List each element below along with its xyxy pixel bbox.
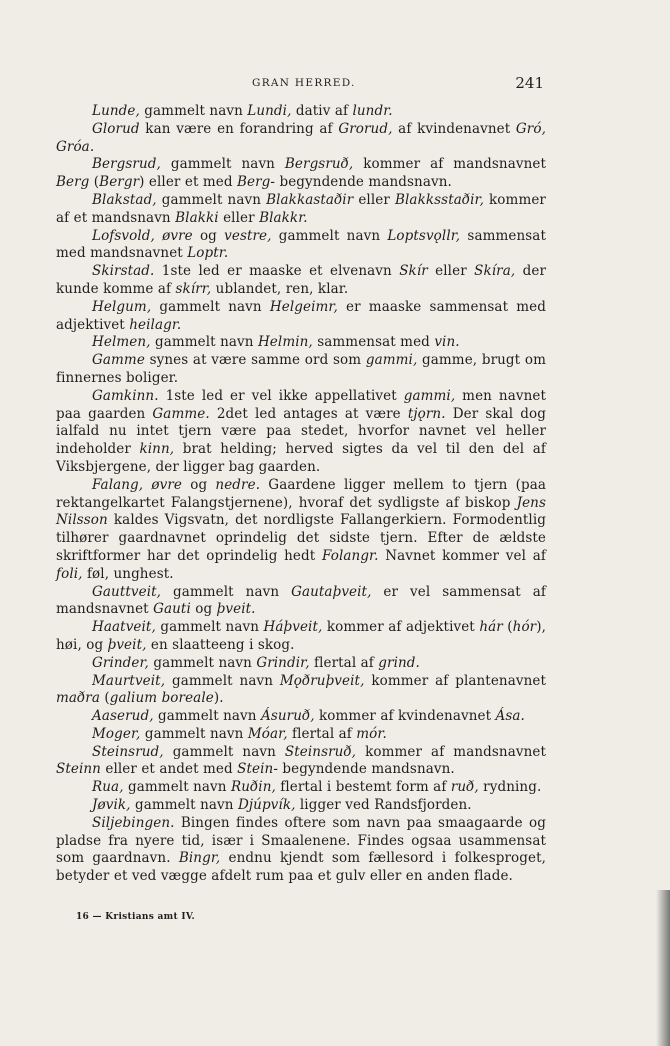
entry-paragraph	[56, 673, 546, 709]
text-run: og	[182, 476, 216, 493]
italic-term: heilagr.	[129, 316, 182, 333]
entry-paragraph	[56, 584, 546, 620]
text-run: eller et andet med	[100, 761, 238, 778]
text-run: ), høi, og	[56, 619, 546, 653]
text-run: er vel sammensat af mandsnavnet	[56, 583, 546, 618]
italic-term: gammi,	[365, 352, 418, 369]
italic-term: Blakksstaðir,	[394, 191, 484, 208]
entry-paragraph	[56, 388, 546, 477]
italic-term: Skír	[399, 263, 428, 280]
italic-term: Rua,	[92, 779, 124, 796]
italic-term: Stein-	[237, 761, 278, 778]
italic-term: Helmen,	[92, 334, 151, 351]
text-run: (	[89, 174, 100, 191]
entry-paragraph	[56, 619, 546, 655]
text-run: gammelt navn	[148, 654, 257, 671]
text-run: brat helding; herved sigtes da vel til den del af Viksbjergene, der ligger bag gaarden.	[56, 441, 546, 475]
italic-term: Loptr.	[187, 245, 229, 262]
italic-term: hár	[479, 619, 503, 636]
italic-term: Gautaþveit,	[291, 583, 372, 600]
italic-term: Aaserud,	[92, 708, 154, 725]
text-run: (	[502, 619, 513, 636]
italic-term: Moger,	[92, 725, 141, 742]
text-run: der kunde komme af	[56, 263, 546, 297]
text-run: 1ste led er vel ikke appellativet	[158, 387, 404, 404]
entry-paragraph	[56, 797, 546, 815]
text-run: men navnet paa gaarden	[56, 387, 546, 422]
text-run: kommer af mandsnavnet	[356, 743, 546, 760]
text-run: flertal af	[309, 654, 379, 671]
text-run: 2det led antages at være	[209, 405, 408, 422]
text-run: kaldes Vigsvatn, det nordligste Fallangerkiern. Formodentlig tilhører gaardnavnet oprindelig det sidste tjern. Efter de ældste skriftformer har det oprindelig hedt	[56, 512, 546, 564]
text-run: gammelt navn	[163, 743, 285, 760]
text-run: gammelt navn	[160, 156, 285, 173]
entry-paragraph	[56, 103, 546, 121]
page-edge-shadow	[656, 890, 670, 1046]
italic-term: Gauti	[153, 601, 191, 618]
text-run: gammelt navn	[165, 672, 280, 689]
text-run: Gaardene ligger mellem to tjern (paa rektangelkartet Falangstjernene), hvoraf det sydligste af biskop	[56, 476, 547, 511]
entry-paragraph	[56, 779, 546, 797]
italic-term: lundr.	[352, 103, 393, 119]
text-run: kommer af plantenavnet	[364, 672, 546, 689]
text-run: eller	[218, 209, 260, 226]
entry-paragraph	[56, 192, 546, 228]
text-run: sammensat med	[312, 334, 435, 351]
italic-term: Lunde,	[92, 103, 140, 119]
text-run: (	[99, 690, 110, 707]
italic-term: Djúpvík,	[237, 797, 296, 814]
body-text	[56, 103, 546, 886]
italic-term: Ruðin,	[230, 779, 276, 796]
text-run: føl, unghest.	[82, 565, 174, 582]
text-run: eller	[353, 191, 395, 208]
text-run: kommer af adjektivet	[322, 619, 480, 636]
text-run: begyndende mandsnavn.	[278, 761, 455, 778]
text-run: gammelt navn	[156, 191, 267, 208]
text-run: 1ste led er maaske et elvenavn	[154, 263, 400, 280]
entry-paragraph	[56, 228, 546, 264]
italic-term: vin.	[434, 334, 460, 351]
italic-term: Blakkastaðir	[266, 191, 354, 208]
italic-term: Berg	[56, 174, 90, 191]
text-run: gammelt navn	[151, 298, 270, 315]
italic-term: Ásuruð,	[260, 708, 315, 725]
italic-term: vestre,	[224, 227, 272, 244]
text-run: rydning.	[478, 779, 542, 796]
page-header	[56, 74, 546, 94]
text-run: eller	[427, 263, 475, 280]
italic-term: Skirstad.	[92, 263, 155, 280]
text-run: Navnet kommer vel af	[378, 547, 546, 564]
italic-term: Ása.	[495, 708, 525, 725]
entry-paragraph	[56, 156, 546, 192]
text-run: gammelt navn	[139, 103, 248, 119]
text-run: flertal af	[287, 725, 357, 742]
page-number: 241	[515, 74, 544, 92]
text-run: Der skal dog ialfald nu intet tjern være paa stedet, hvorfor navnet vel heller indeholder	[56, 405, 546, 458]
text-run: begyndende mandsnavn.	[275, 174, 452, 191]
italic-term: Steinsrud,	[92, 743, 164, 760]
italic-term: Steinsruð,	[284, 743, 357, 760]
text-run: dativ af	[291, 103, 353, 119]
text-run: gammelt navn	[161, 583, 292, 600]
italic-term: skírr,	[175, 280, 212, 297]
entry-paragraph	[56, 708, 546, 726]
italic-term: kinn,	[139, 441, 175, 458]
entry-paragraph	[56, 121, 546, 157]
italic-term: Gamme.	[152, 405, 210, 422]
italic-term: Helgeimr,	[269, 298, 338, 315]
text-run: ublandet, ren, klar.	[211, 280, 349, 297]
italic-term: Folangr.	[322, 547, 379, 564]
italic-term: Grinder,	[92, 654, 149, 671]
italic-term: maðra	[56, 690, 100, 707]
italic-term: Bergsruð,	[284, 156, 354, 173]
italic-term: Lofsvold, øvre	[92, 227, 193, 244]
italic-term: mór.	[356, 725, 387, 742]
italic-term: Blakstad,	[92, 191, 157, 208]
entry-paragraph	[56, 477, 546, 584]
entry-paragraph	[56, 815, 546, 886]
italic-term: Grindir,	[256, 654, 310, 671]
text-run: ).	[213, 690, 224, 707]
italic-term: Mǫðruþveit,	[279, 672, 365, 689]
italic-term: Gauttveit,	[92, 583, 162, 600]
italic-term: nedre.	[215, 476, 261, 493]
text-run: Bingen findes oftere som navn paa smaagaarde og pladse fra nyere tid, især i Smaalenene. Findes ogsaa usammensat som gaardnavn.	[56, 814, 546, 867]
italic-term: Jøvik,	[92, 797, 131, 814]
italic-term: gammi,	[403, 387, 456, 404]
entry-paragraph	[56, 726, 546, 744]
text-run: gammelt navn	[155, 619, 264, 636]
italic-term: Bergsrud,	[92, 156, 161, 173]
text-run: gammelt navn	[123, 779, 231, 796]
italic-term: Háþveit,	[263, 619, 323, 636]
italic-term: Grorud,	[338, 120, 393, 137]
entry-paragraph	[56, 744, 546, 780]
entry-paragraph	[56, 352, 546, 388]
text-run: og	[192, 227, 225, 244]
italic-term: þveit,	[107, 636, 147, 653]
italic-term: galium boreale	[109, 690, 214, 707]
text-run: kommer af kvindenavnet	[314, 708, 496, 725]
italic-term: Falang, øvre	[92, 476, 183, 493]
text-run: kommer af et mandsnavn	[56, 191, 546, 226]
text-run: gammelt navn	[271, 227, 388, 244]
text-run: sammensat med mandsnavnet	[56, 227, 546, 262]
italic-term: þveit.	[216, 601, 256, 618]
text-run: ) eller et med	[139, 174, 237, 191]
entry-paragraph	[56, 334, 546, 352]
italic-term: Skíra,	[474, 263, 516, 280]
italic-term: Helgum,	[92, 298, 152, 315]
entry-paragraph	[56, 263, 546, 299]
text-run: er maaske sammensat med adjektivet	[56, 298, 546, 333]
text-run: og	[190, 601, 217, 618]
italic-term: foli,	[56, 565, 83, 582]
text-run: en slaatteeng i skog.	[146, 636, 295, 653]
italic-term: Haatveit,	[92, 619, 156, 636]
italic-term: Móar,	[247, 725, 288, 742]
text-run: endnu kjendt som fællesord i folkesproget, betyder et ved vægge afdelt rum paa et gulv eller en anden flade.	[56, 850, 547, 885]
italic-term: Bingr,	[178, 850, 221, 867]
running-head: GRAN HERRED.	[252, 77, 356, 89]
text-run: gammelt navn	[153, 708, 261, 725]
entry-paragraph	[56, 299, 546, 335]
entry-paragraph	[56, 655, 546, 673]
italic-term: Berg-	[237, 174, 276, 191]
text-run: gammelt navn	[130, 797, 238, 814]
italic-term: Bergr	[99, 174, 140, 191]
italic-term: Gró, Gróa.	[56, 120, 546, 155]
italic-term: Jens Nilsson	[56, 494, 546, 529]
text-run: synes at være samme ord som	[144, 352, 366, 369]
italic-term: Siljebingen.	[92, 814, 175, 831]
italic-term: Blakki	[175, 209, 219, 226]
text-run: kommer af mandsnavnet	[353, 156, 546, 173]
italic-term: hór	[512, 619, 537, 636]
signature-footnote: 16 — Kristians amt IV.	[76, 912, 195, 922]
italic-term: Blakkr.	[259, 209, 308, 226]
italic-term: Steinn	[56, 761, 101, 778]
text-run: kan være en forandring af	[139, 120, 339, 137]
text-run: gammelt navn	[150, 334, 258, 351]
italic-term: Glorud	[92, 120, 140, 137]
text-run: af kvindenavnet	[392, 120, 516, 137]
italic-term: ruð,	[450, 779, 479, 796]
text-run: gammelt navn	[140, 725, 248, 742]
italic-term: tjǫrn.	[407, 405, 446, 422]
italic-term: Maurtveit,	[92, 672, 166, 689]
italic-term: grind.	[378, 654, 420, 671]
italic-term: Gamme	[92, 352, 145, 369]
italic-term: Gamkinn.	[92, 387, 159, 404]
text-run: ligger ved Randsfjorden.	[295, 797, 472, 814]
italic-term: Helmin,	[257, 334, 313, 351]
text-run: flertal i bestemt form af	[275, 779, 451, 796]
italic-term: Loptsvǫllr,	[387, 227, 461, 244]
text-run: gamme, brugt om finnernes boliger.	[56, 352, 546, 386]
italic-term: Lundi,	[247, 103, 292, 119]
